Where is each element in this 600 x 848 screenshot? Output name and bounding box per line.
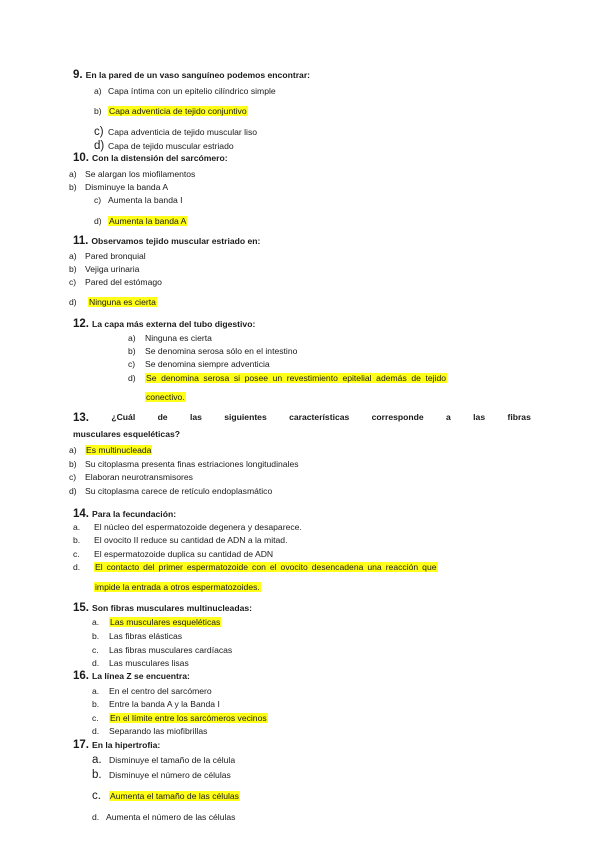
question-9-title: 9. En la pared de un vaso sanguíneo podemos encontrar: <box>73 69 311 81</box>
question-13-line2: musculares esqueléticas? <box>73 429 180 439</box>
answer-option: d. Aumenta el número de las células <box>92 812 236 822</box>
answer-option: b) Disminuye la banda A <box>69 182 169 192</box>
answer-option: c) Aumenta la banda I <box>94 195 183 205</box>
answer-option: c) Se denomina siempre adventicia <box>128 359 270 369</box>
answer-option: b. Entre la banda A y la Banda I <box>92 699 220 709</box>
answer-option-correct: d. El contacto del primer espermatozoide con el ovocito desencadena una reacción que <box>73 562 437 572</box>
answer-option-correct: c. En el límite entre los sarcómeros vecinos <box>92 713 267 723</box>
answer-option: a) Pared bronquial <box>69 251 146 261</box>
answer-option: d) Su citoplasma carece de retículo endoplasmático <box>69 486 273 496</box>
answer-option: b) Su citoplasma presenta finas estriaciones longitudinales <box>69 459 299 469</box>
answer-option: a. En el centro del sarcómero <box>92 686 212 696</box>
answer-option-correct: d) Ninguna es cierta <box>69 297 156 307</box>
question-13-title <box>73 412 531 426</box>
answer-option-correct: d) Aumenta la banda A <box>94 216 187 226</box>
question-10-title: 10. Con la distensión del sarcómero: <box>73 152 228 164</box>
question-12-title: 12. La capa más externa del tubo digestivo: <box>73 318 256 330</box>
answer-option: a. Disminuye el tamaño de la célula <box>92 754 236 766</box>
answer-option: d. Las musculares lisas <box>92 658 189 668</box>
answer-option-correct: b) Capa adventicia de tejido conjuntivo <box>94 106 247 116</box>
answer-option-correct-cont: conectivo. <box>146 392 185 402</box>
answer-option: c) Capa adventicia de tejido muscular liso <box>94 126 258 138</box>
answer-option: a) Capa íntima con un epitelio cilíndrico simple <box>94 86 276 96</box>
answer-option: b) Vejiga urinaria <box>69 264 140 274</box>
question-13-line1: 13. ¿Cuál de las siguientes características corresponde a las fibras <box>73 412 531 424</box>
answer-option: a) Ninguna es cierta <box>128 333 212 343</box>
answer-option: c. El espermatozoide duplica su cantidad de ADN <box>73 549 274 559</box>
answer-option-correct: a) Es multinucleada <box>69 445 152 455</box>
answer-option: b. Las fibras elásticas <box>92 631 183 641</box>
answer-option: b. El ovocito II reduce su cantidad de ADN a la mitad. <box>73 535 288 545</box>
answer-option: b. Disminuye el número de células <box>92 769 231 781</box>
question-11-title: 11. Observamos tejido muscular estriado en: <box>73 235 261 247</box>
answer-option: b) Se denomina serosa sólo en el intestino <box>128 346 298 356</box>
question-16-title: 16. La línea Z se encuentra: <box>73 670 190 682</box>
answer-option-correct: c. Aumenta el tamaño de las células <box>92 790 239 802</box>
answer-option: a) Se alargan los miofilamentos <box>69 169 196 179</box>
answer-option: a. El núcleo del espermatozoide degenera y desaparece. <box>73 522 302 532</box>
answer-option: d) Capa de tejido muscular estriado <box>94 140 234 152</box>
answer-option-correct: a. Las musculares esqueléticas <box>92 617 221 627</box>
answer-option: c) Elaboran neurotransmisores <box>69 472 193 482</box>
answer-option: d. Separando las miofibrillas <box>92 726 208 736</box>
question-15-title: 15. Son fibras musculares multinucleadas: <box>73 602 252 614</box>
answer-option: c. Las fibras musculares cardíacas <box>92 645 233 655</box>
answer-option-correct-cont: impide la entrada a otros espermatozoides. <box>95 582 260 592</box>
answer-option-correct: d) Se denomina serosa si posee un revestimiento epitelial además de tejido <box>128 373 447 383</box>
question-17-title: 17. En la hipertrofia: <box>73 739 161 751</box>
answer-option: c) Pared del estómago <box>69 277 162 287</box>
question-14-title: 14. Para la fecundación: <box>73 508 177 520</box>
